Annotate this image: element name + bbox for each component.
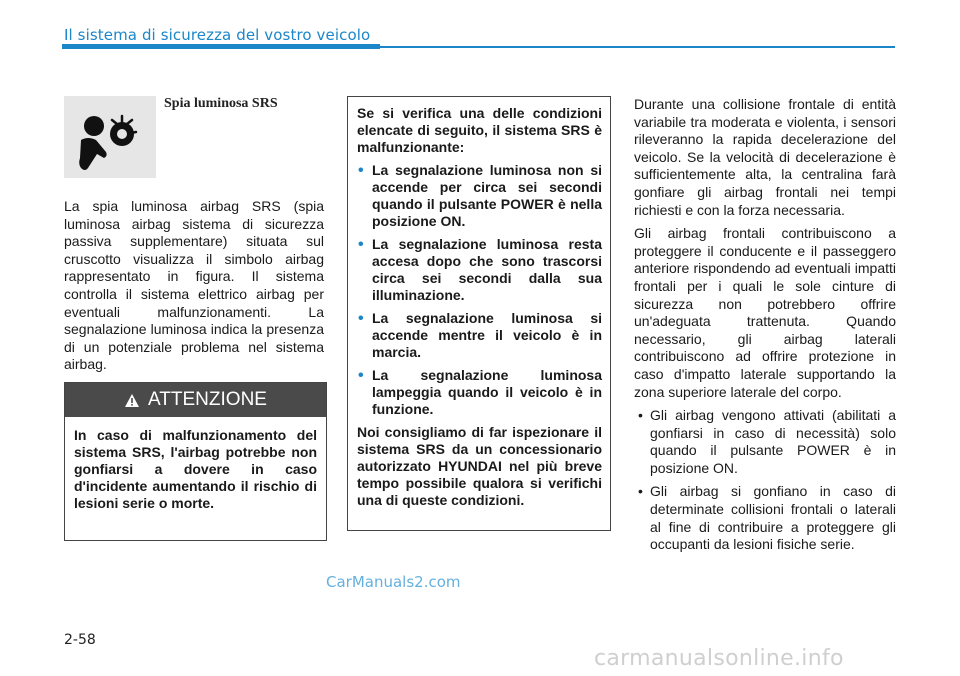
intro-text: La spia luminosa airbag SRS (spia luminosa airbag sistema di sicurezza passiva supplementare) situata sul cruscotto visualizza il simbolo airbag rappresentato in figura. Il sistema controlla il sistema elettrico airbag per eventuali malfunzionamenti. La segnalazione luminosa indica la presenza di un potenziale problema nel sistema airbag. — [64, 198, 324, 373]
caution-text: In caso di malfunzionamento del sistema SRS, l'airbag potrebbe non gonfiarsi a dovere in caso d'incidente aumentando il rischio di lesioni serie o morte. — [74, 427, 317, 511]
condition-item: • La segnalazione luminosa non si accende per circa sei secondi quando il pulsante POWER è nella posizione ON. — [357, 162, 602, 230]
header-rule — [380, 46, 895, 48]
conditions-advice: Noi consigliamo di far ispezionare il sistema SRS da un concessionario autorizzato HYUNDAI nel più breve tempo possibile qualora si verifichi una di queste condizioni. — [357, 424, 602, 508]
airbag-icon — [64, 96, 156, 178]
caution-box — [64, 382, 327, 541]
front-airbag-paragraph: Gli airbag frontali contribuiscono a proteggere il conducente e il passeggero anteriore rispondendo ad eventuali impatti frontali per i quali le sole cinture di sicurezza non potrebbero offrire un'adeguata trattenuta. Quando necessario, gli airbag laterali contribuiscono ad offrire protezione in caso d'impatto laterale supportando la zona superiore laterale del corpo. — [634, 225, 896, 400]
conditions-list — [357, 162, 602, 418]
bottom-watermark: carmanualsonline.info — [594, 646, 844, 671]
airbag-warning-light-image — [64, 96, 156, 178]
condition-item: • La segnalazione luminosa si accende mentre il veicolo è in marcia. — [357, 310, 602, 361]
right-column — [634, 96, 896, 560]
intro-paragraph — [64, 198, 324, 380]
conditions-intro: Se si verifica una delle condizioni elencate di seguito, il sistema SRS è malfunzionante: — [357, 105, 602, 155]
caution-header — [65, 383, 326, 417]
condition-item: • La segnalazione luminosa resta accesa dopo che sono trascorsi circa sei secondi dalla sua illuminazione. — [357, 236, 602, 304]
section-title: Il sistema di sicurezza del vostro veicolo — [64, 26, 371, 44]
warning-triangle-icon — [124, 393, 140, 408]
warning-light-title: Spia luminosa SRS — [164, 96, 278, 111]
page-number: 2-58 — [64, 632, 96, 648]
watermark-link[interactable]: CarManuals2.com — [326, 573, 461, 591]
condition-item: • La segnalazione luminosa lampeggia quando il veicolo è in funzione. — [357, 367, 602, 418]
airbag-notes-list — [634, 407, 896, 554]
airbag-note: • Gli airbag vengono attivati (abilitati a gonfiarsi in caso di necessità) solo quando il pulsante POWER è in posizione ON. — [634, 407, 896, 477]
collision-paragraph: Durante una collisione frontale di entità variabile tra moderata e violenta, i sensori rileveranno la rapida decelerazione del veicolo. Se la velocità di decelerazione è sufficientemente alta, la centralina farà gonfiare gli airbag frontali nei tempi richiesti e con la forza necessaria. — [634, 96, 896, 218]
caution-heading: ATTENZIONE — [148, 389, 267, 410]
malfunction-conditions-box — [347, 96, 611, 531]
header-bar — [62, 44, 380, 49]
airbag-note: • Gli airbag si gonfiano in caso di determinate collisioni frontali o laterali al fine di contribuire a proteggere gli occupanti da lesioni fisiche serie. — [634, 483, 896, 553]
